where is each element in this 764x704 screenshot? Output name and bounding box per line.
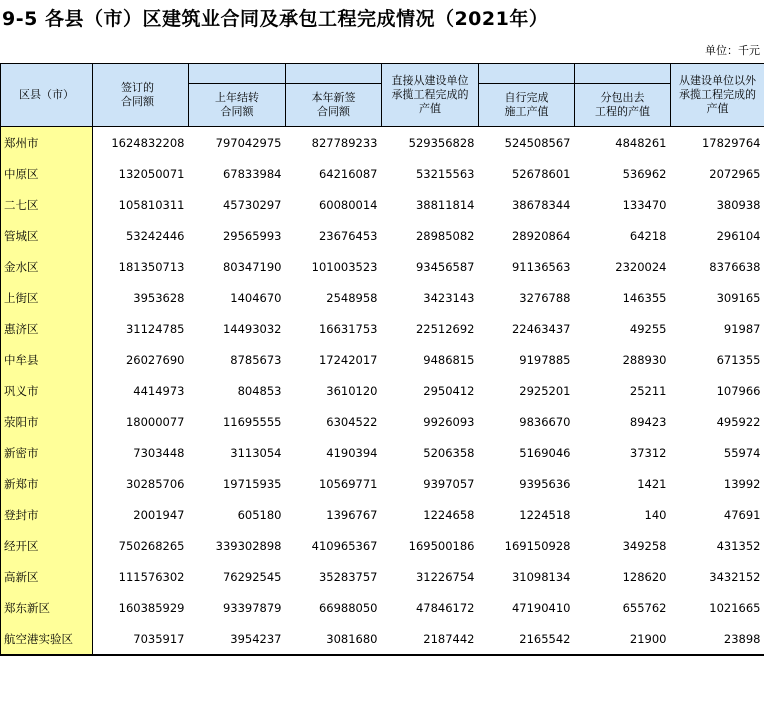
value-cell: 7303448 bbox=[133, 445, 185, 460]
value-cell: 105810311 bbox=[118, 197, 185, 212]
value-cell: 25211 bbox=[629, 383, 667, 398]
value-cell: 804853 bbox=[237, 383, 282, 398]
value-cell: 3610120 bbox=[326, 383, 378, 398]
value-cell: 3432152 bbox=[709, 569, 761, 584]
table-row bbox=[1, 437, 764, 468]
value-cell: 21900 bbox=[575, 623, 671, 655]
value-cell: 28985082 bbox=[415, 228, 475, 243]
value-cell: 93397879 bbox=[222, 600, 282, 615]
value-cell: 2548958 bbox=[326, 290, 378, 305]
value-cell: 9926093 bbox=[423, 414, 475, 429]
value-cell: 4190394 bbox=[326, 445, 378, 460]
value-cell: 1224518 bbox=[519, 507, 571, 522]
area-name-cell: 管城区 bbox=[1, 220, 93, 251]
table-row bbox=[1, 158, 764, 189]
area-name-cell: 高新区 bbox=[1, 561, 93, 592]
value-cell: 66988050 bbox=[318, 600, 378, 615]
value-cell: 1396767 bbox=[326, 507, 378, 522]
table-header bbox=[1, 64, 764, 127]
value-cell: 4414973 bbox=[133, 383, 185, 398]
value-cell: 111576302 bbox=[118, 569, 185, 584]
value-cell: 101003523 bbox=[311, 259, 378, 274]
value-cell: 31226754 bbox=[415, 569, 475, 584]
value-cell: 529356828 bbox=[408, 135, 475, 150]
value-cell: 76292545 bbox=[222, 569, 282, 584]
value-cell: 3276788 bbox=[519, 290, 571, 305]
value-cell: 2072965 bbox=[709, 166, 761, 181]
value-cell: 128620 bbox=[622, 569, 667, 584]
area-name-cell: 中原区 bbox=[1, 158, 93, 189]
value-cell: 19715935 bbox=[222, 476, 282, 491]
value-cell: 133470 bbox=[622, 197, 667, 212]
table-row bbox=[1, 220, 764, 251]
value-cell: 3113054 bbox=[230, 445, 282, 460]
table-row bbox=[1, 499, 764, 530]
table-row bbox=[1, 375, 764, 406]
value-cell: 3954237 bbox=[189, 623, 286, 655]
value-cell: 9486815 bbox=[423, 352, 475, 367]
table-row bbox=[1, 468, 764, 499]
value-cell: 2187442 bbox=[382, 623, 479, 655]
value-cell: 26027690 bbox=[125, 352, 185, 367]
value-cell: 55974 bbox=[723, 445, 761, 460]
value-cell: 8376638 bbox=[709, 259, 761, 274]
value-cell: 18000077 bbox=[125, 414, 185, 429]
value-cell: 827789233 bbox=[311, 135, 378, 150]
page-title: 9-5 各县（市）区建筑业合同及承包工程完成情况（2021年） bbox=[2, 8, 549, 30]
value-cell: 181350713 bbox=[118, 259, 185, 274]
table-row bbox=[1, 282, 764, 313]
area-name-cell: 新密市 bbox=[1, 437, 93, 468]
header-new-signed: 本年新签 合同额 bbox=[286, 84, 382, 127]
header-from-other: 从建设单位以外 承揽工程完成的 产值 bbox=[671, 64, 764, 127]
table-row bbox=[1, 313, 764, 344]
value-cell: 107966 bbox=[716, 383, 761, 398]
area-name-cell: 郑州市 bbox=[1, 127, 93, 159]
value-cell: 5206358 bbox=[423, 445, 475, 460]
header-new-blank bbox=[286, 64, 382, 84]
value-cell: 10569771 bbox=[318, 476, 378, 491]
header-self-completed: 自行完成 施工产值 bbox=[479, 84, 575, 127]
table-row bbox=[1, 530, 764, 561]
value-cell: 47691 bbox=[723, 507, 761, 522]
value-cell: 288930 bbox=[622, 352, 667, 367]
value-cell: 349258 bbox=[622, 538, 667, 553]
value-cell: 1224658 bbox=[423, 507, 475, 522]
value-cell: 3423143 bbox=[423, 290, 475, 305]
value-cell: 309165 bbox=[716, 290, 761, 305]
value-cell: 339302898 bbox=[215, 538, 282, 553]
value-cell: 17829764 bbox=[701, 135, 761, 150]
value-cell: 797042975 bbox=[215, 135, 282, 150]
value-cell: 3081680 bbox=[286, 623, 382, 655]
value-cell: 2165542 bbox=[479, 623, 575, 655]
value-cell: 64216087 bbox=[318, 166, 378, 181]
table-row bbox=[1, 127, 764, 159]
value-cell: 67833984 bbox=[222, 166, 282, 181]
value-cell: 29565993 bbox=[222, 228, 282, 243]
header-self-blank bbox=[479, 64, 575, 84]
table-row bbox=[1, 344, 764, 375]
area-name-cell: 二七区 bbox=[1, 189, 93, 220]
value-cell: 17242017 bbox=[318, 352, 378, 367]
value-cell: 524508567 bbox=[504, 135, 571, 150]
value-cell: 9197885 bbox=[519, 352, 571, 367]
value-cell: 1624832208 bbox=[111, 135, 185, 150]
value-cell: 655762 bbox=[622, 600, 667, 615]
table-row bbox=[1, 623, 764, 655]
header-carried-over: 上年结转 合同额 bbox=[189, 84, 286, 127]
table-row bbox=[1, 592, 764, 623]
value-cell: 22512692 bbox=[415, 321, 475, 336]
value-cell: 140 bbox=[644, 507, 667, 522]
area-name-cell: 新郑市 bbox=[1, 468, 93, 499]
area-name-cell: 中牟县 bbox=[1, 344, 93, 375]
value-cell: 7035917 bbox=[93, 623, 189, 655]
value-cell: 35283757 bbox=[318, 569, 378, 584]
value-cell: 495922 bbox=[716, 414, 761, 429]
area-name-cell: 金水区 bbox=[1, 251, 93, 282]
value-cell: 536962 bbox=[622, 166, 667, 181]
value-cell: 13992 bbox=[723, 476, 761, 491]
value-cell: 1404670 bbox=[230, 290, 282, 305]
value-cell: 60080014 bbox=[318, 197, 378, 212]
value-cell: 47190410 bbox=[511, 600, 571, 615]
value-cell: 52678601 bbox=[511, 166, 571, 181]
value-cell: 2001947 bbox=[133, 507, 185, 522]
value-cell: 30285706 bbox=[125, 476, 185, 491]
header-area: 区县（市） bbox=[1, 64, 93, 127]
value-cell: 146355 bbox=[622, 290, 667, 305]
value-cell: 28920864 bbox=[511, 228, 571, 243]
area-name-cell: 经开区 bbox=[1, 530, 93, 561]
value-cell: 671355 bbox=[716, 352, 761, 367]
value-cell: 38811814 bbox=[415, 197, 475, 212]
area-name-cell: 巩义市 bbox=[1, 375, 93, 406]
header-carried-blank bbox=[189, 64, 286, 84]
value-cell: 91987 bbox=[723, 321, 761, 336]
value-cell: 2950412 bbox=[423, 383, 475, 398]
value-cell: 4848261 bbox=[615, 135, 667, 150]
value-cell: 93456587 bbox=[415, 259, 475, 274]
table-row bbox=[1, 189, 764, 220]
value-cell: 53242446 bbox=[125, 228, 185, 243]
table-row bbox=[1, 406, 764, 437]
value-cell: 6304522 bbox=[326, 414, 378, 429]
value-cell: 89423 bbox=[629, 414, 667, 429]
data-table bbox=[0, 63, 764, 656]
area-name-cell: 郑东新区 bbox=[1, 592, 93, 623]
value-cell: 14493032 bbox=[222, 321, 282, 336]
value-cell: 605180 bbox=[237, 507, 282, 522]
value-cell: 45730297 bbox=[222, 197, 282, 212]
area-name-cell: 荥阳市 bbox=[1, 406, 93, 437]
value-cell: 2925201 bbox=[519, 383, 571, 398]
table-row bbox=[1, 561, 764, 592]
value-cell: 49255 bbox=[629, 321, 667, 336]
value-cell: 1421 bbox=[637, 476, 667, 491]
value-cell: 160385929 bbox=[118, 600, 185, 615]
header-direct: 直接从建设单位 承揽工程完成的 产值 bbox=[382, 64, 479, 127]
value-cell: 22463437 bbox=[511, 321, 571, 336]
value-cell: 47846172 bbox=[415, 600, 475, 615]
value-cell: 16631753 bbox=[318, 321, 378, 336]
value-cell: 132050071 bbox=[118, 166, 185, 181]
value-cell: 31098134 bbox=[511, 569, 571, 584]
area-name-cell: 惠济区 bbox=[1, 313, 93, 344]
value-cell: 53215563 bbox=[415, 166, 475, 181]
header-sub-blank bbox=[575, 64, 671, 84]
table-row bbox=[1, 251, 764, 282]
value-cell: 64218 bbox=[629, 228, 667, 243]
value-cell: 750268265 bbox=[118, 538, 185, 553]
unit-label: 单位：千元 bbox=[705, 44, 760, 57]
header-subcontracted: 分包出去 工程的产值 bbox=[575, 84, 671, 127]
value-cell: 2320024 bbox=[615, 259, 667, 274]
value-cell: 1021665 bbox=[709, 600, 761, 615]
header-signed: 签订的 合同额 bbox=[93, 64, 189, 127]
table-body bbox=[1, 127, 764, 656]
value-cell: 38678344 bbox=[511, 197, 571, 212]
value-cell: 23676453 bbox=[318, 228, 378, 243]
value-cell: 91136563 bbox=[511, 259, 571, 274]
value-cell: 296104 bbox=[716, 228, 761, 243]
value-cell: 9395636 bbox=[519, 476, 571, 491]
value-cell: 380938 bbox=[716, 197, 761, 212]
value-cell: 31124785 bbox=[125, 321, 185, 336]
area-name-cell: 上街区 bbox=[1, 282, 93, 313]
value-cell: 431352 bbox=[716, 538, 761, 553]
area-name-cell: 航空港实验区 bbox=[1, 623, 93, 655]
value-cell: 9836670 bbox=[519, 414, 571, 429]
value-cell: 5169046 bbox=[519, 445, 571, 460]
value-cell: 37312 bbox=[629, 445, 667, 460]
value-cell: 11695555 bbox=[222, 414, 282, 429]
value-cell: 23898 bbox=[671, 623, 764, 655]
value-cell: 169500186 bbox=[408, 538, 475, 553]
value-cell: 80347190 bbox=[222, 259, 282, 274]
value-cell: 169150928 bbox=[504, 538, 571, 553]
value-cell: 8785673 bbox=[230, 352, 282, 367]
value-cell: 410965367 bbox=[311, 538, 378, 553]
value-cell: 3953628 bbox=[133, 290, 185, 305]
value-cell: 9397057 bbox=[423, 476, 475, 491]
area-name-cell: 登封市 bbox=[1, 499, 93, 530]
